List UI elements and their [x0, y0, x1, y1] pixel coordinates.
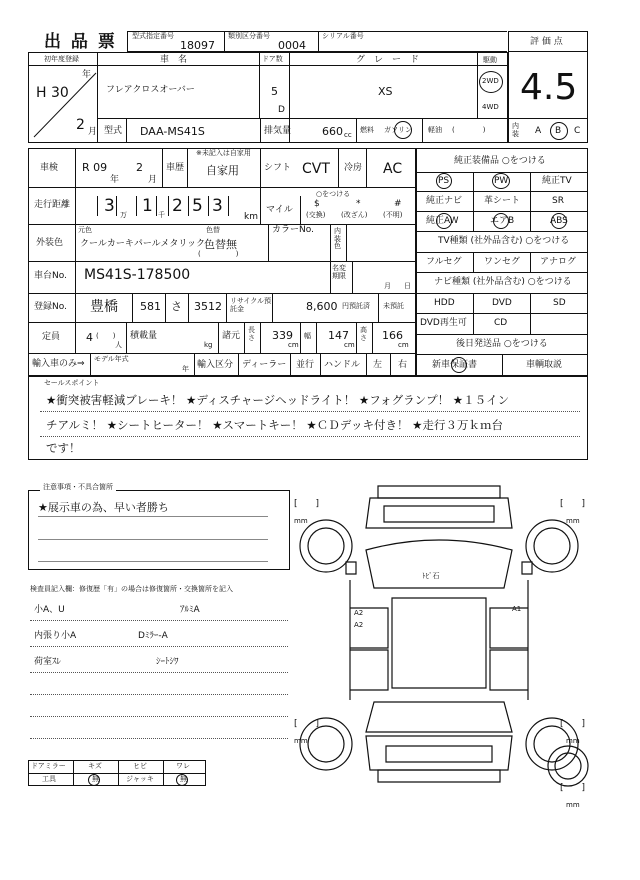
type-cert-label: 型式指定番号 [132, 32, 174, 40]
car-name-label: 車 名 [160, 55, 188, 65]
dims-label: 諸元 [222, 331, 241, 341]
type-cert-value: 18097 [180, 39, 215, 52]
diagram-left-a2b: A2 [354, 621, 364, 629]
height-label: 高さ [360, 326, 367, 343]
tools-r4-circle [176, 774, 188, 786]
inspector-label: 検査員記入欄：修復歴「有」の場合は修復箇所・交換箇所を記入 [30, 585, 233, 593]
tire-rr-bracket: [ ] [560, 719, 586, 729]
import-type-label: 輸入区分 [197, 360, 234, 370]
inspector-row-2-left: 内張り小A [34, 631, 77, 641]
first-reg-year: H 30 [36, 85, 69, 101]
mileage-label: 走行距離 [34, 200, 71, 210]
tire-fr-unit: mm [566, 517, 580, 525]
load-unit: kg [204, 341, 213, 349]
height-value: 166 [382, 329, 403, 342]
interior-a: A [535, 126, 542, 136]
color-change-label: 色替 [206, 226, 220, 234]
registration-class: 581 [140, 300, 161, 313]
front-bumper [378, 486, 500, 498]
mileage-d5: 3 [212, 196, 223, 216]
mileage-d2: 1 [142, 196, 153, 216]
width-label: 幅 [304, 332, 311, 340]
mileage-man: 万 [120, 211, 127, 219]
opt2-sym: * [356, 199, 361, 209]
color-value: クールカーキパールメタリック [80, 239, 206, 249]
serial-label: シリアル番号 [322, 32, 364, 40]
length-unit: cm [288, 341, 299, 349]
original-color-label: 元色 [78, 226, 92, 234]
mileage-sen: 千 [158, 211, 165, 219]
width-unit: cm [344, 341, 355, 349]
doors-sub: D [278, 105, 285, 115]
recycle-unpaid: 未預託 [383, 302, 404, 310]
sales-line-2: チアルミ！ ★シートヒーター！ ★スマートキー！ ★ＣＤデッキ付き！ ★走行３万ｋｍ台 [46, 418, 503, 432]
tire-fl-bracket: [ ] [294, 499, 320, 509]
first-reg-month: 2 [76, 117, 85, 133]
capacity-value: 4 [86, 331, 93, 344]
later-warranty: 新車保証書 [432, 360, 478, 370]
score-label: 評 価 点 [530, 37, 563, 47]
equip-aw: 純正AW [426, 216, 459, 226]
color-label: 外装色 [36, 238, 64, 248]
first-reg-year-suffix: 年 [82, 70, 92, 80]
sales-line-1: ★衝突被害軽減ブレーキ！ ★ディスチャージヘッドライト！ ★フォグランプ！ ★１５イン [46, 393, 510, 407]
length-value: 339 [272, 329, 293, 342]
model-year-label: モデル年式 [94, 355, 129, 363]
model-year-suffix: 年 [182, 365, 189, 373]
mile-label: マイル [266, 205, 293, 215]
genuine-header: 純正装備品 ○をつける [454, 156, 546, 166]
recycle-value: 8,600 [306, 300, 338, 313]
equip-ps: PS [438, 176, 450, 186]
inspector-row-1-right: ｱﾙﾐA [180, 605, 200, 615]
equip-airbag-circle [493, 213, 509, 229]
import-label: 輸入車のみ⇒ [32, 359, 85, 369]
notes-line-1: ★展示車の為、早い者勝ち [38, 501, 169, 514]
expiry-day: 日 [404, 282, 411, 290]
tv-full: フルセグ [426, 257, 462, 267]
shaken-month: 2 [136, 161, 143, 174]
tv-analog: アナログ [540, 257, 577, 267]
displacement-label: 排気量 [264, 126, 292, 136]
later-header: 後日発送品 ○をつける [456, 339, 548, 349]
opt2: (改ざん) [341, 211, 368, 219]
history-value: 自家用 [206, 164, 239, 177]
rear-window [366, 702, 512, 732]
length-label: 長さ [248, 326, 255, 343]
navi-dvd: DVD [492, 298, 512, 308]
tools-r4: 無 [180, 775, 187, 783]
recycle-label: リサイクル預託金 [230, 297, 272, 314]
shaken-month-suffix: 月 [148, 175, 158, 185]
mileage-d1: 3 [104, 196, 115, 216]
later-manual: 車輌取説 [526, 360, 563, 370]
cooler-value: AC [383, 161, 403, 177]
color-code-label: カラーNo. [272, 225, 314, 235]
history-note: ※未記入は自家用 [196, 149, 251, 157]
registration-kana: さ [171, 300, 182, 313]
rear-door-left [350, 650, 388, 690]
interior-label: 内装 [512, 122, 519, 138]
fuel-light: 軽油 [428, 126, 442, 134]
later-warranty-circle [451, 357, 467, 373]
tools-r3: ジャッキ [126, 775, 154, 783]
chassis-value: MS41S-178500 [84, 267, 191, 283]
rear-bumper [378, 770, 500, 782]
handle-left: 左 [373, 360, 383, 370]
inspector-row-2-right: Dﾐﾗｰ-A [138, 631, 168, 641]
notes-label: 注意事項・不具合箇所 [40, 484, 116, 491]
opt3-sym: # [394, 199, 402, 209]
diagram-right-a1: A1 [512, 605, 522, 613]
handle-label: ハンドル [324, 360, 361, 370]
car-name-value: フレアクロスオーバー [106, 85, 195, 95]
load-label: 積載量 [130, 331, 158, 341]
navi-sd: SD [553, 298, 566, 308]
tools-r1: 工具 [42, 775, 56, 783]
tools-r2: 無 [92, 775, 99, 783]
fuel-label: 燃料 [360, 126, 374, 134]
tire-rl-bracket: [ ] [294, 719, 320, 729]
color-change-value: 色替無 [204, 238, 237, 251]
equip-navi: 純正ナビ [426, 196, 463, 206]
shaken-label: 車検 [40, 163, 59, 173]
registration-number: 3512 [194, 300, 222, 313]
capacity-suffix: 人 [115, 341, 122, 349]
diagram-left-a2a: A2 [354, 609, 364, 617]
score-value: 4.5 [520, 67, 578, 108]
tire-spare-unit: mm [566, 801, 580, 809]
registration-label: 登録No. [34, 302, 67, 312]
category-label: 類別区分番号 [228, 32, 270, 40]
drive-2wd: 2WD [482, 77, 499, 85]
mileage-d3: 2 [172, 196, 183, 216]
shaken-year-suffix: 年 [110, 175, 120, 185]
tools-h2: キズ [88, 762, 102, 770]
shift-value: CVT [302, 161, 330, 177]
inspector-row-3-left: 荷室ｽﾚ [34, 657, 62, 667]
tools-h3: ヒビ [133, 762, 147, 770]
recycle-suffix: 円預託済 [342, 302, 370, 310]
width-value: 147 [328, 329, 349, 342]
capacity-label: 定員 [42, 332, 61, 342]
opt1: (交換) [306, 211, 326, 219]
tv-one: ワンセグ [484, 257, 521, 267]
drive-2wd-circle [479, 71, 503, 93]
equip-pw-circle [492, 173, 510, 189]
model-label: 型式 [104, 126, 123, 136]
parallel-option: 並行 [296, 360, 315, 370]
dealer-option: ディーラー [242, 360, 287, 370]
diagram-windshield-note: ﾄﾋﾞ石 [422, 572, 440, 580]
navi-header: ナビ種類 (社外品含む) ○をつける [434, 277, 572, 287]
equip-tv: 純正TV [542, 176, 572, 186]
displacement-value: 660 [322, 125, 343, 138]
mileage-d4: 5 [192, 196, 203, 216]
height-unit: cm [398, 341, 409, 349]
mileage-unit: km [244, 212, 258, 222]
interior-c: C [574, 126, 581, 136]
opt3: (不明) [383, 211, 403, 219]
navi-cd: CD [494, 318, 508, 328]
equip-airbag: エアB [490, 216, 515, 226]
hood [384, 506, 494, 522]
tire-fl-unit: mm [294, 517, 308, 525]
grade-label: グ レ ー ド [356, 55, 420, 65]
grade-value: XS [378, 85, 393, 98]
tv-header: TV種類 (社外品含む) ○をつける [438, 236, 570, 246]
sales-line-3: です！ [46, 441, 81, 455]
drive-4wd: 4WD [482, 103, 499, 111]
rear-door-right [490, 650, 528, 690]
tools-h1: ドアミラー [31, 762, 66, 770]
roof [392, 598, 486, 688]
doors-value: 5 [271, 85, 278, 98]
capacity-paren: ( ) [96, 332, 116, 340]
navi-hdd: HDD [434, 298, 455, 308]
car-damage-diagram [290, 470, 610, 820]
fuel-paren: ( ) [452, 126, 486, 134]
interior-b-circle [550, 122, 568, 140]
equip-abs: ABS [550, 216, 568, 226]
equip-ps-circle [436, 173, 452, 189]
tire-fr-bracket: [ ] [560, 499, 586, 509]
cooler-label: 冷房 [344, 163, 363, 173]
opt1-sym: $ [314, 199, 320, 209]
interior-b: B [555, 126, 562, 136]
windshield [366, 540, 512, 588]
tire-rr-unit: mm [566, 737, 580, 745]
shift-label: シフト [264, 163, 292, 173]
color-paren: ( ) [198, 250, 239, 258]
interior-color-label: 内装色 [334, 227, 341, 251]
fuel-gas: ガソリン [384, 126, 412, 134]
inspector-row-3-right: ｼｰﾄｼﾜ [156, 657, 179, 667]
mileage-options-header: ○をつける [316, 190, 351, 198]
drive-label: 駆動 [483, 56, 497, 64]
first-reg-label: 初年度登録 [44, 55, 79, 63]
equip-aw-circle [436, 213, 452, 229]
equip-sr: SR [552, 196, 564, 206]
model-value: DAA-MS41S [140, 125, 205, 138]
history-label: 車歴 [166, 163, 185, 173]
chassis-label: 車台No. [34, 271, 67, 281]
displacement-unit: cc [344, 131, 352, 139]
fuel-gas-circle [394, 121, 412, 139]
form-title: 出 品 票 [44, 32, 117, 52]
expiry-label: 名変期限 [332, 264, 346, 281]
sales-label: セールスポイント [44, 379, 100, 387]
first-reg-month-suffix: 月 [88, 127, 98, 137]
expiry-month: 月 [384, 282, 391, 290]
category-value: 0004 [278, 39, 306, 52]
navi-dvd-play: DVD再生可 [420, 318, 467, 328]
handle-right: 右 [398, 360, 408, 370]
equip-leather: 革シート [484, 196, 521, 206]
tools-h4: ワレ [176, 762, 190, 770]
tire-spare-bracket: [ ] [560, 783, 586, 793]
shaken-era: R 09 [82, 161, 108, 174]
equip-pw: PW [494, 176, 509, 186]
front-door-right [490, 605, 528, 648]
tools-r2-circle [88, 774, 100, 786]
registration-city: 豊橋 [90, 299, 118, 315]
equip-abs-circle [551, 213, 567, 229]
tire-rl-unit: mm [294, 737, 308, 745]
inspector-row-1-left: 小A、U [34, 605, 65, 615]
doors-label: ドア数 [262, 55, 283, 63]
